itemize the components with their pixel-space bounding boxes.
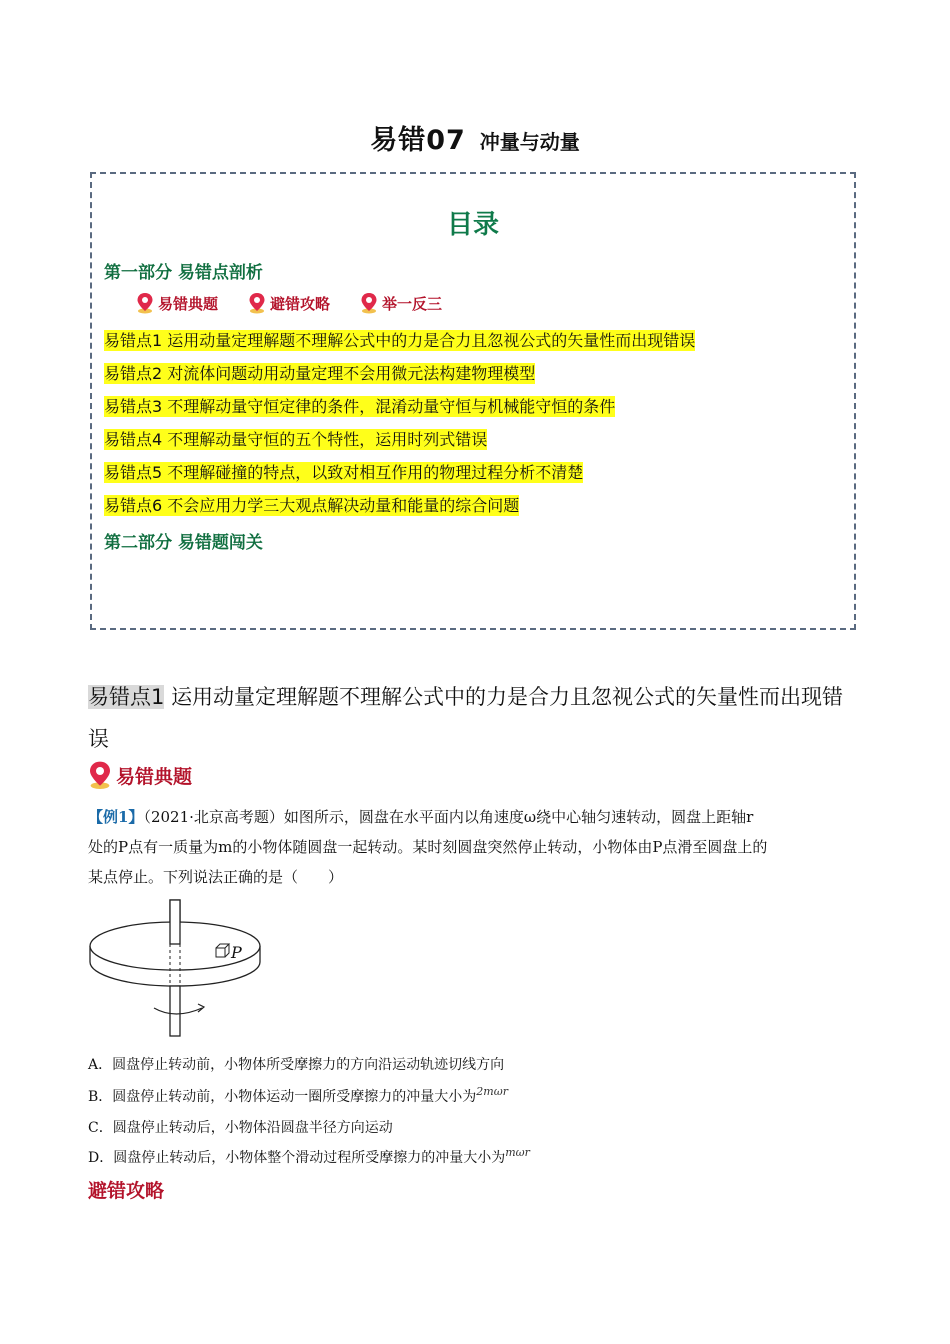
toc-item-text: 不理解动量守恒定律的条件，混淆动量守恒与机械能守恒的条件 — [167, 397, 616, 416]
toc-item[interactable] — [104, 495, 519, 517]
toc-tags — [136, 292, 442, 314]
rotating-disk-figure — [84, 896, 284, 1046]
toc-part2[interactable]: 第二部分 易错题闯关 — [104, 533, 263, 553]
toc-tag-label: 易错典题 — [158, 294, 219, 313]
table-of-contents — [90, 172, 856, 630]
example-text: 如图所示，圆盘在水平面内以角速度ω绕中心轴匀速转动，圆盘上距轴r — [283, 808, 754, 826]
toc-item-text: 不会应用力学三大观点解决动量和能量的综合问题 — [167, 496, 520, 515]
subsection-heading — [88, 760, 192, 790]
option-text: B．圆盘停止转动前，小物体运动一圈所受摩擦力的冲量大小为 — [88, 1089, 477, 1105]
avoid-strategy-heading: 避错攻略 — [88, 1180, 165, 1202]
toc-item-text: 不理解动量守恒的五个特性，运用时列式错误 — [167, 430, 488, 449]
location-pin-icon — [88, 760, 112, 790]
option-text: A．圆盘停止转动前，小物体所受摩擦力的方向沿运动轨迹切线方向 — [88, 1057, 505, 1073]
toc-item-text: 对流体问题动用动量定理不会用微元法构建物理模型 — [167, 364, 536, 383]
title-sub: 冲量与动量 — [479, 130, 580, 154]
example-line: 处的P点有一质量为m的小物体随圆盘一起转动。某时刻圆盘突然停止转动，小物体由P点滑至圆盘上的 — [88, 838, 768, 856]
toc-item[interactable] — [104, 363, 535, 385]
toc-item-text: 运用动量定理解题不理解公式中的力是合力且忽视公式的矢量性而出现错误 — [167, 331, 696, 350]
toc-part1[interactable]: 第一部分 易错点剖析 — [104, 263, 263, 283]
toc-item[interactable] — [104, 330, 695, 352]
toc-tag-label: 避错攻略 — [270, 294, 331, 313]
toc-tag[interactable] — [360, 292, 442, 314]
section-label: 易错点1 — [88, 685, 165, 709]
example-tag: 【例1】 — [88, 808, 144, 826]
toc-item[interactable] — [104, 396, 615, 418]
location-pin-icon — [360, 292, 378, 314]
option-text: C．圆盘停止转动后，小物体沿圆盘半径方向运动 — [88, 1120, 393, 1136]
option-formula: mωr — [505, 1146, 530, 1159]
point-p-label: P — [231, 943, 242, 962]
option-formula: 2mωr — [476, 1085, 508, 1098]
title-main: 易错07 — [370, 125, 466, 156]
toc-tag-label: 举一反三 — [382, 294, 443, 313]
section-text: 运用动量定理解题不理解公式中的力是合力且忽视公式的矢量性而出现错误 — [88, 685, 844, 751]
toc-item-label: 易错点6 — [104, 496, 163, 515]
toc-item-label: 易错点5 — [104, 463, 163, 482]
example-line — [88, 802, 864, 832]
toc-heading: 目录 — [446, 210, 499, 240]
location-pin-icon — [136, 292, 154, 314]
toc-item[interactable] — [104, 429, 487, 451]
option-a[interactable] — [88, 1054, 504, 1074]
toc-tag[interactable] — [248, 292, 330, 314]
toc-item-text: 不理解碰撞的特点，以致对相互作用的物理过程分析不清楚 — [167, 463, 584, 482]
toc-item[interactable] — [104, 462, 583, 484]
example-line: 某点停止。下列说法正确的是（ ） — [88, 868, 344, 886]
option-text: D．圆盘停止转动后，小物体整个滑动过程所受摩擦力的冲量大小为 — [88, 1150, 506, 1166]
section-heading — [88, 676, 864, 760]
location-pin-icon — [248, 292, 266, 314]
toc-tag[interactable] — [136, 292, 218, 314]
option-b[interactable] — [88, 1085, 508, 1106]
subsection-label: 易错典题 — [116, 765, 193, 788]
page-title — [0, 118, 950, 157]
option-c[interactable] — [88, 1117, 393, 1137]
toc-item-label: 易错点2 — [104, 364, 163, 383]
toc-item-label: 易错点3 — [104, 397, 163, 416]
option-d[interactable] — [88, 1146, 530, 1167]
toc-item-label: 易错点1 — [104, 331, 163, 350]
example-source: （2021·北京高考题） — [143, 808, 284, 826]
toc-item-label: 易错点4 — [104, 430, 163, 449]
